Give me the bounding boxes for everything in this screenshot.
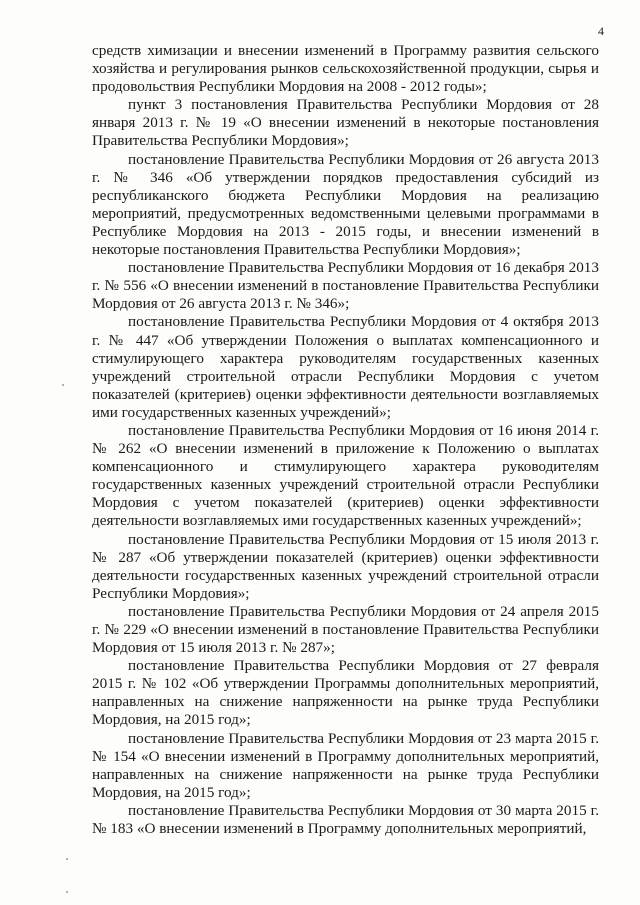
paragraph-item: постановление Правительства Республики Мордовия от 15 июля 2013 г. № 287 «Об утверждении показателей (критериев) оценки эффективности деятельности государственных казенных учреждений строительной отрасли Республики Мордовия»; xyxy=(92,530,599,602)
paragraph-item: постановление Правительства Республики Мордовия от 24 апреля 2015 г. № 229 «О внесении изменений в постановление Правительства Республики Мордовия от 15 июля 2013 г. № 287»; xyxy=(92,602,599,657)
scan-speck xyxy=(66,891,68,893)
paragraph-item: постановление Правительства Республики Мордовия от 16 июня 2014 г. № 262 «О внесении изменений в приложение к Положению о выплатах компенсационного и стимулирующего характера руководителям государственных казенных учреждений строительной отрасли Республики Мордовия с учетом показателей (критериев) оценки эффективности деятельности возглавляемых ими государственных казенных учреждений»; xyxy=(92,421,599,530)
paragraph-continuation: средств химизации и внесении изменений в Программу развития сельского хозяйства и регулирования рынков сельскохозяйственной продукции, сырья и продовольствия Республики Мордовия на 2008 - 2012 годы»; xyxy=(92,42,599,96)
paragraph-item: постановление Правительства Республики Мордовия от 27 февраля 2015 г. № 102 «Об утверждении Программы дополнительных мероприятий, направленных на снижение напряженности на рынке труда Республики Мордовия, на 2015 год»; xyxy=(92,657,599,729)
paragraph-item: постановление Правительства Республики Мордовия от 30 марта 2015 г. № 183 «О внесении изменений в Программу дополнительных мероприятий, xyxy=(92,801,599,838)
page-number: 4 xyxy=(598,24,604,38)
document-body xyxy=(92,42,599,838)
paragraph-item: постановление Правительства Республики Мордовия от 26 августа 2013 г. № 346 «Об утверждении порядков предоставления субсидий из республиканского бюджета Республики Мордовия на реализацию мероприятий, предусмотренных ведомственными целевыми программами в Республике Мордовия на 2013 - 2015 годы, и внесении изменений в некоторые постановления Правительства Республики Мордовия»; xyxy=(92,150,599,259)
scan-speck xyxy=(66,858,68,860)
paragraph-item: постановление Правительства Республики Мордовия от 23 марта 2015 г. № 154 «О внесении изменений в Программу дополнительных мероприятий, направленных на снижение напряженности на рынке труда Республики Мордовия, на 2015 год»; xyxy=(92,729,599,801)
paragraph-item: постановление Правительства Республики Мордовия от 4 октября 2013 г. № 447 «Об утверждении Положения о выплатах компенсационного и стимулирующего характера руководителям государственных казенных учреждений строительной отрасли Республики Мордовия с учетом показателей (критериев) оценки эффективности деятельности возглавляемых ими государственных казенных учреждений»; xyxy=(92,313,599,421)
paragraph-item: постановление Правительства Республики Мордовия от 16 декабря 2013 г. № 556 «О внесении изменений в постановление Правительства Республики Мордовия от 26 августа 2013 г. № 346»; xyxy=(92,259,599,313)
paragraph-item: пункт 3 постановления Правительства Республики Мордовия от 28 января 2013 г. № 19 «О внесении изменений в некоторые постановления Правительства Республики Мордовия»; xyxy=(92,96,599,150)
scan-speck xyxy=(62,384,64,386)
